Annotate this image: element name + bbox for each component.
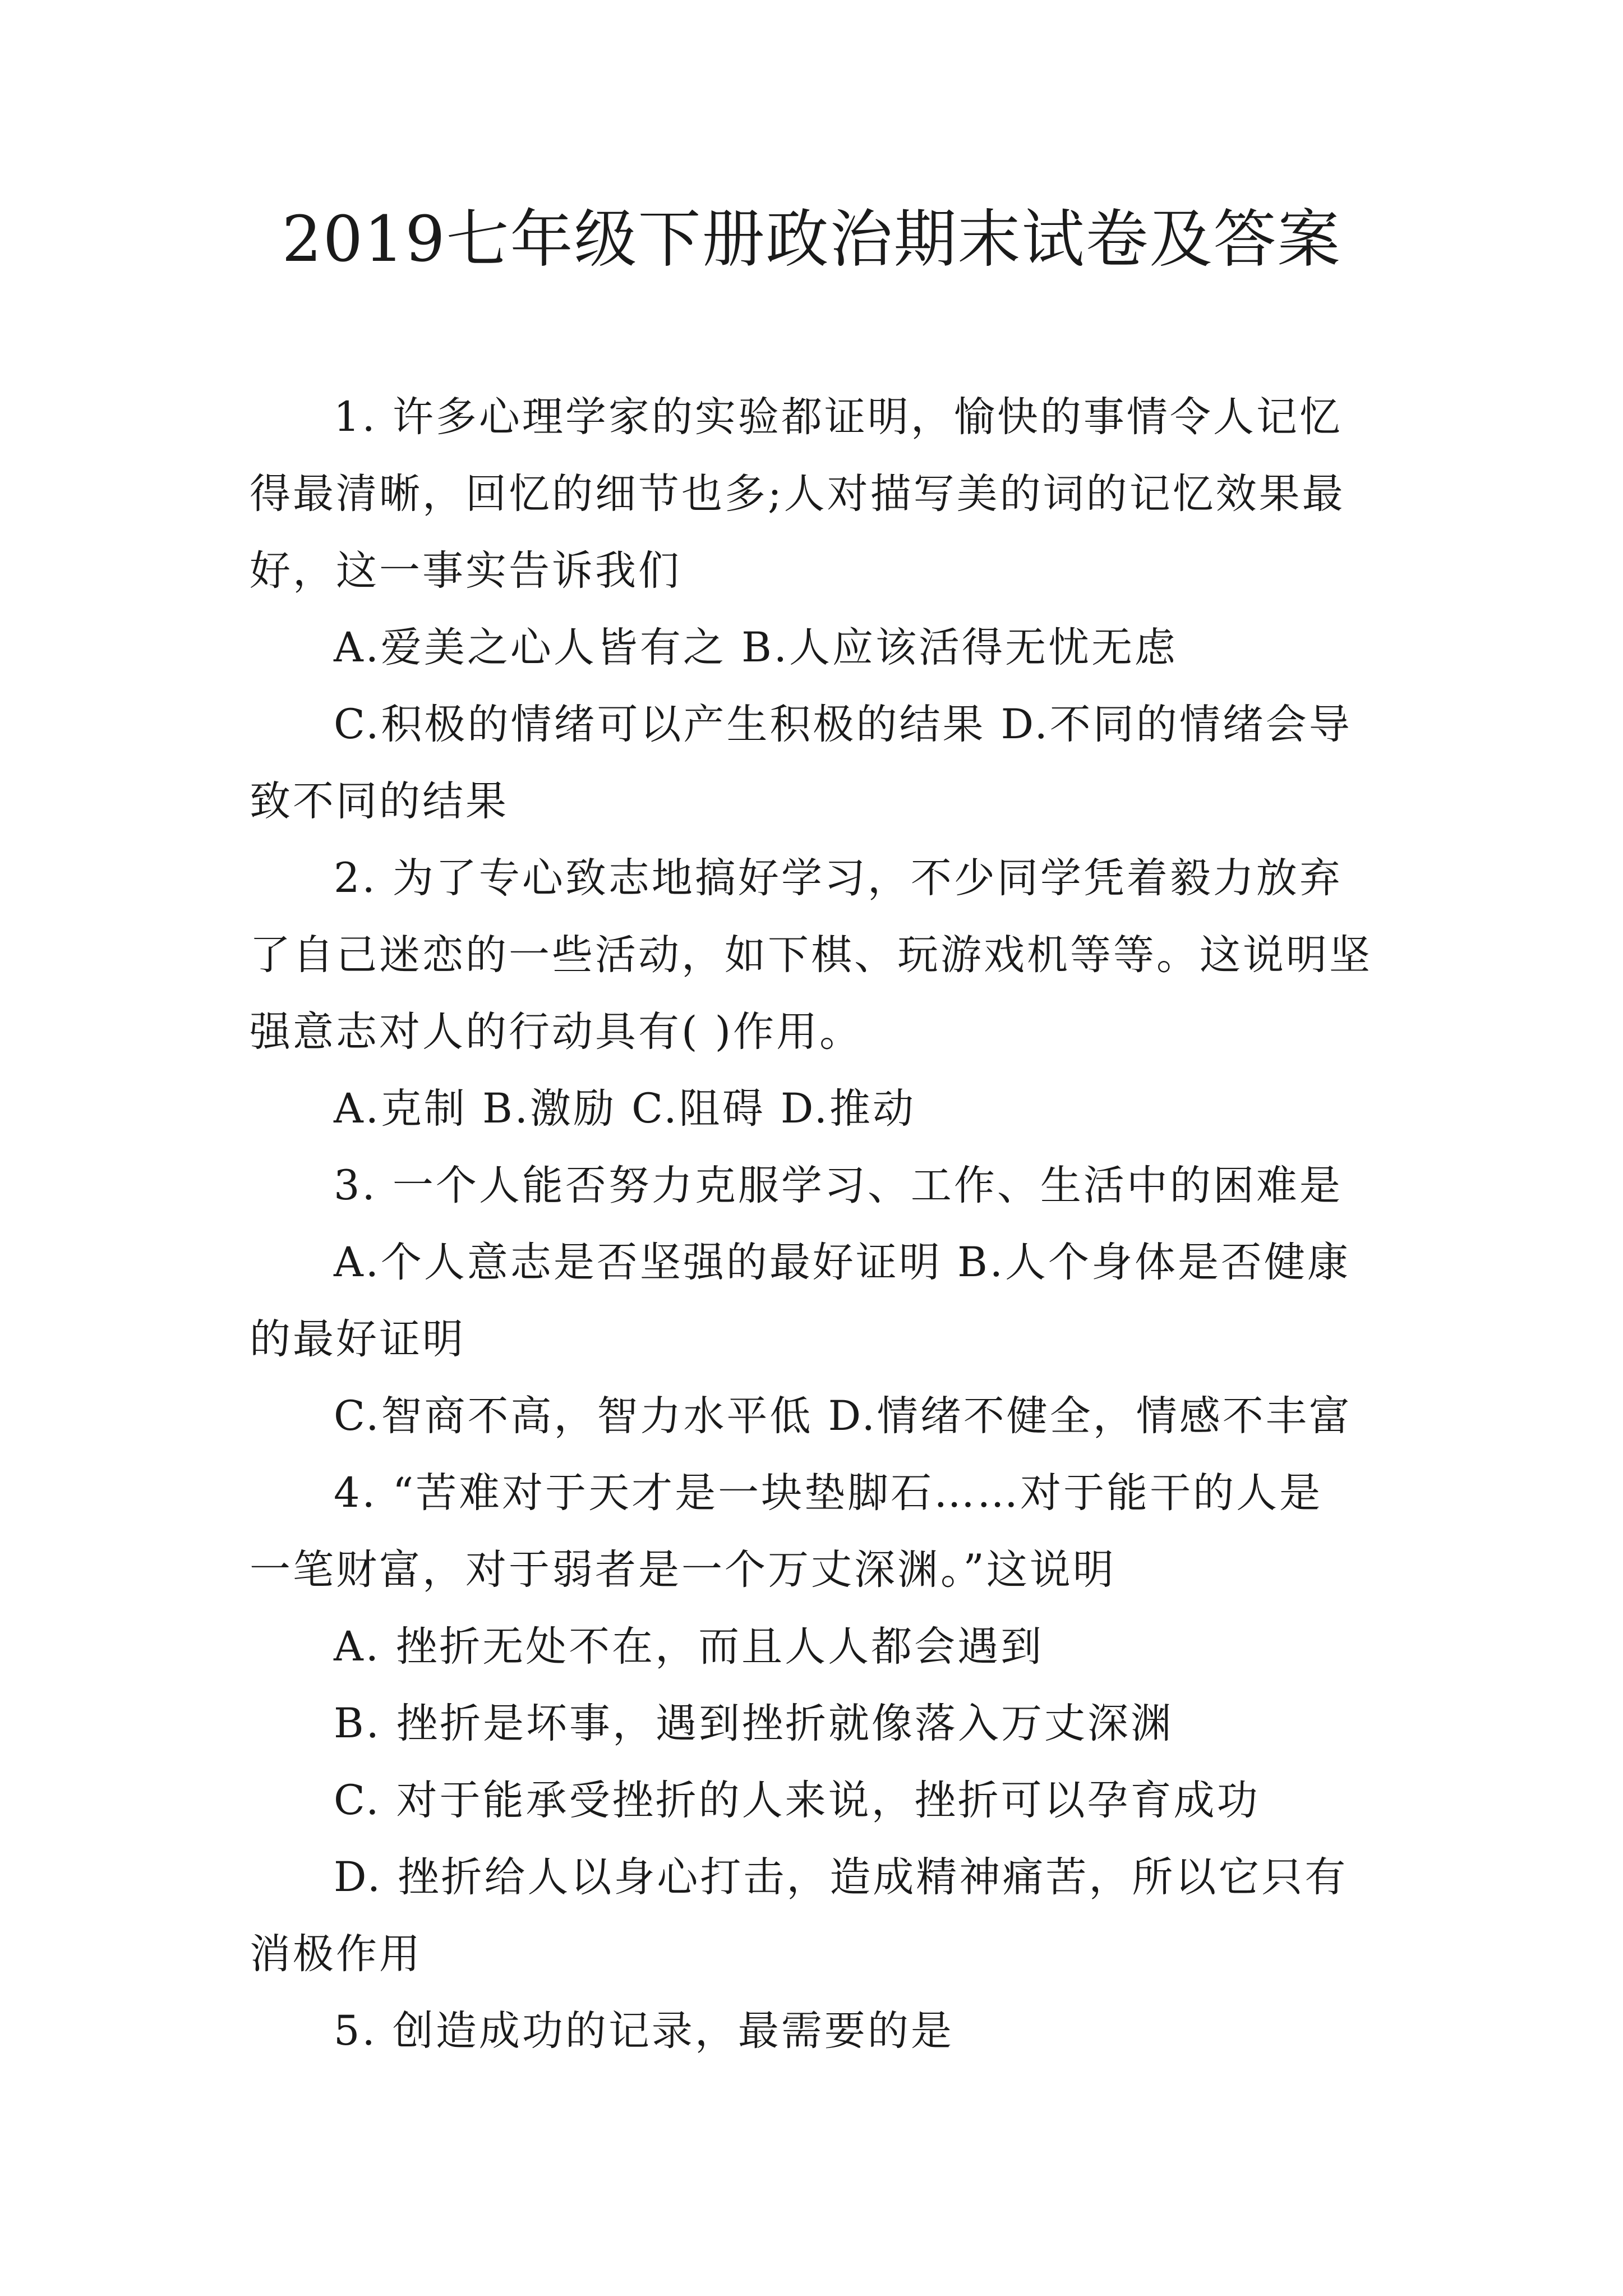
- text-line: A.克制 B.激励 C.阻碍 D.推动: [334, 1085, 916, 1133]
- document-body: [250, 379, 1382, 2069]
- text-line: 4. “苦难对于天才是一块垫脚石……对于能干的人是: [334, 1469, 1323, 1517]
- text-line: C. 对于能承受挫折的人来说，挫折可以孕育成功: [334, 1777, 1260, 1824]
- text-line: 了自己迷恋的一些活动，如下棋、玩游戏机等等。这说明坚: [250, 931, 1372, 979]
- text-line: 消极作用: [250, 1930, 422, 1978]
- text-line: A.个人意志是否坚强的最好证明 B.人个身体是否健康: [334, 1239, 1350, 1286]
- text-line: 1. 许多心理学家的实验都证明，愉快的事情令人记忆: [334, 393, 1343, 441]
- text-line: A.爱美之心人皆有之 B.人应该活得无忧无虑: [334, 624, 1178, 671]
- text-line: 的最好证明: [250, 1315, 465, 1363]
- text-line: A. 挫折无处不在，而且人人都会遇到: [334, 1623, 1044, 1671]
- text-line: 5. 创造成功的记录，最需要的是: [334, 2007, 954, 2055]
- text-line: C.智商不高，智力水平低 D.情绪不健全，情感不丰富: [334, 1392, 1352, 1440]
- text-line: 2. 为了专心致志地搞好学习，不少同学凭着毅力放弃: [334, 854, 1343, 902]
- text-line: 致不同的结果: [250, 777, 509, 825]
- text-line: 强意志对人的行动具有( )作用。: [250, 1008, 863, 1056]
- text-line: 好，这一事实告诉我们: [250, 547, 681, 595]
- text-line: D. 挫折给人以身心打击，造成精神痛苦，所以它只有: [334, 1853, 1348, 1901]
- text-line: 得最清晰，回忆的细节也多;人对描写美的词的记忆效果最: [250, 470, 1345, 518]
- text-line: C.积极的情绪可以产生积极的结果 D.不同的情绪会导: [334, 701, 1352, 748]
- document-title: 2019七年级下册政治期末试卷及答案: [282, 203, 1341, 276]
- text-line: 一笔财富，对于弱者是一个万丈深渊。”这说明: [250, 1546, 1116, 1594]
- text-line: 3. 一个人能否努力克服学习、工作、生活中的困难是: [334, 1162, 1343, 1209]
- text-line: B. 挫折是坏事，遇到挫折就像落入万丈深渊: [334, 1700, 1174, 1747]
